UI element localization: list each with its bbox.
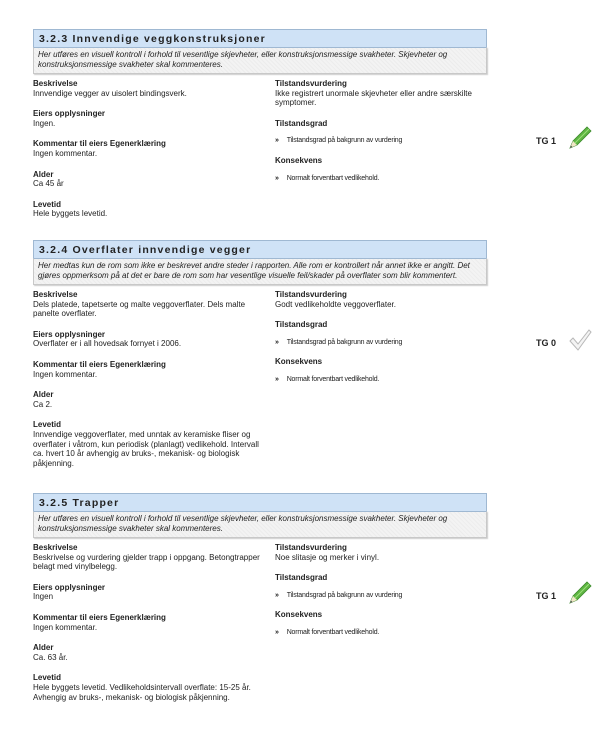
tilstandsvurdering-text: Ikke registrert unormale skjevheter eller andre særskilte symptomer. bbox=[275, 88, 472, 108]
eiers-text: Overflater er i all hovedsak fornyet i 2006. bbox=[33, 339, 182, 349]
levetid-text: Hele byggets levetid. Vedlikeholdsintervall overflate: 15-25 år. Avhengig av bruks-, mekanisk- og biologisk påkjenning. bbox=[33, 682, 251, 702]
report-section bbox=[33, 29, 588, 230]
section-intro: Her utføres en visuell kontroll i forhold til vesentlige skjevheter, eller konstruksjonsmessige svakheter. Skjevheter og konstruksjonsmessige svakheter skal kommenteres. bbox=[33, 511, 487, 538]
konsekvens-text: Normalt forventbart vedlikehold. bbox=[286, 628, 380, 636]
label-levetid: Levetid bbox=[33, 673, 62, 683]
label-alder: Alder bbox=[33, 169, 54, 179]
label-eiers: Eiers opplysninger bbox=[33, 109, 106, 119]
kommentar-text: Ingen kommentar. bbox=[33, 622, 98, 632]
label-tilstandsvurdering: Tilstandsvurdering bbox=[275, 79, 347, 88]
levetid-text: Innvendige veggoverflater, med unntak av keramiske fliser og overflater i våtrom, kun periodisk (planlagt) vedlikehold. Intervall ca. hvert 10 år avhengig av bruks-, mekanisk- og biologisk påkjenning. bbox=[33, 429, 259, 468]
beskrivelse-text: Dels platede, tapetserte og malte veggoverflater. Dels malte panelte overflater. bbox=[33, 299, 246, 319]
label-kommentar: Kommentar til eiers Egenerklæring bbox=[33, 359, 166, 369]
label-levetid: Levetid bbox=[33, 420, 62, 430]
tilstandsgrad-text: Tilstandsgrad på bakgrunn av vurdering bbox=[286, 591, 403, 599]
label-alder: Alder bbox=[33, 643, 54, 653]
section-title: 3.2.5 Trapper bbox=[33, 493, 487, 511]
alder-text: Ca 2. bbox=[33, 399, 53, 409]
bullet-icon: » bbox=[275, 375, 279, 383]
report-section bbox=[33, 240, 588, 479]
bullet-icon: » bbox=[275, 591, 279, 599]
eiers-text: Ingen. bbox=[33, 118, 56, 128]
tilstandsgrad-text: Tilstandsgrad på bakgrunn av vurdering bbox=[286, 338, 403, 346]
kommentar-text: Ingen kommentar. bbox=[33, 148, 98, 158]
tg-grade: TG 1 bbox=[536, 591, 557, 601]
bullet-icon: » bbox=[275, 338, 279, 346]
beskrivelse-text: Beskrivelse og vurdering gjelder trapp i oppgang. Betongtrapper belagt med vinylbelegg. bbox=[33, 552, 260, 572]
label-beskrivelse: Beskrivelse bbox=[33, 79, 78, 88]
label-konsekvens: Konsekvens bbox=[275, 357, 323, 367]
label-tilstandsgrad: Tilstandsgrad bbox=[275, 573, 328, 583]
alder-text: Ca 45 år bbox=[33, 179, 64, 189]
label-konsekvens: Konsekvens bbox=[275, 155, 323, 165]
konsekvens-text: Normalt forventbart vedlikehold. bbox=[286, 375, 380, 383]
section-intro: Her utføres en visuell kontroll i forhold til vesentlige skjevheter, eller konstruksjonsmessige svakheter. Skjevheter og konstruksjonsmessige svakheter skal kommenteres. bbox=[33, 47, 487, 74]
label-beskrivelse: Beskrivelse bbox=[33, 543, 78, 552]
label-kommentar: Kommentar til eiers Egenerklæring bbox=[33, 139, 166, 149]
checkmark-icon bbox=[568, 328, 592, 352]
konsekvens-text: Normalt forventbart vedlikehold. bbox=[286, 174, 380, 182]
label-tilstandsgrad: Tilstandsgrad bbox=[275, 320, 328, 330]
levetid-text: Hele byggets levetid. bbox=[33, 209, 108, 219]
beskrivelse-text: Innvendige vegger av uisolert bindingsverk. bbox=[33, 88, 187, 98]
label-alder: Alder bbox=[33, 390, 54, 400]
pencil-icon bbox=[568, 126, 592, 150]
report-section bbox=[33, 493, 588, 713]
label-beskrivelse: Beskrivelse bbox=[33, 290, 78, 299]
bullet-icon: » bbox=[275, 174, 279, 182]
section-intro: Her medtas kun de rom som ikke er beskrevet andre steder i rapporten. Alle rom er kontrollert når annet ikke er angitt. Det gjøres oppmerksom på at det er bare de rom som har vesentlige visuelle feil/skader på overflater som blir kommentert. bbox=[33, 258, 487, 285]
alder-text: Ca. 63 år. bbox=[33, 652, 68, 662]
section-title: 3.2.4 Overflater innvendige vegger bbox=[33, 240, 487, 258]
tilstandsgrad-text: Tilstandsgrad på bakgrunn av vurdering bbox=[286, 137, 403, 145]
label-konsekvens: Konsekvens bbox=[275, 610, 323, 620]
tg-grade: TG 1 bbox=[536, 136, 557, 146]
eiers-text: Ingen bbox=[33, 592, 54, 602]
bullet-icon: » bbox=[275, 137, 279, 145]
label-eiers: Eiers opplysninger bbox=[33, 329, 106, 339]
section-title: 3.2.3 Innvendige veggkonstruksjoner bbox=[33, 29, 487, 47]
label-kommentar: Kommentar til eiers Egenerklæring bbox=[33, 612, 166, 622]
label-levetid: Levetid bbox=[33, 199, 62, 209]
kommentar-text: Ingen kommentar. bbox=[33, 369, 98, 379]
tg-grade: TG 0 bbox=[536, 338, 557, 348]
label-tilstandsgrad: Tilstandsgrad bbox=[275, 118, 328, 128]
label-tilstandsvurdering: Tilstandsvurdering bbox=[275, 290, 347, 299]
label-tilstandsvurdering: Tilstandsvurdering bbox=[275, 543, 347, 552]
tilstandsvurdering-text: Noe slitasje og merker i vinyl. bbox=[275, 552, 380, 562]
tilstandsvurdering-text: Godt vedlikeholdte veggoverflater. bbox=[275, 299, 396, 309]
pencil-icon bbox=[568, 581, 592, 605]
bullet-icon: » bbox=[275, 628, 279, 636]
label-eiers: Eiers opplysninger bbox=[33, 582, 106, 592]
